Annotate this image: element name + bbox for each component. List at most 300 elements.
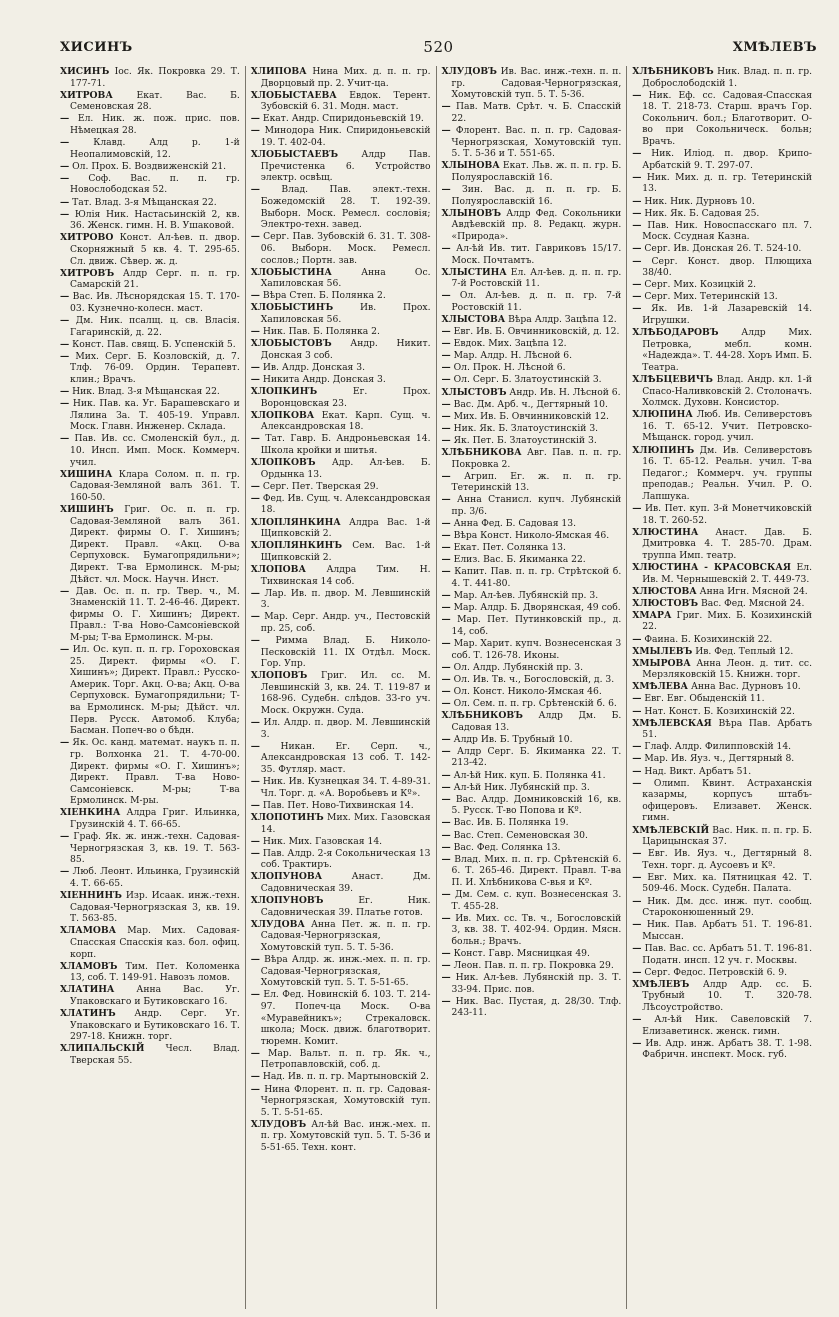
entry-details: Алдра Вас. 1-й Щипковскій 2. <box>260 516 431 540</box>
entry-surname: — <box>60 831 70 843</box>
entry-details: Вас. Фед. Солянка 13. <box>453 841 561 853</box>
entry-details: Анна Фед. Б. Садовая 13. <box>453 518 577 530</box>
entry-surname: — <box>632 148 642 160</box>
directory-entry <box>442 698 622 710</box>
directory-entry <box>632 646 812 658</box>
entry-details: Андр. Серг. Уг. Упаковскаго и Бутиковскаго 16. Т. 297-18. Книжн. торг. <box>70 1008 240 1043</box>
directory-entry <box>60 161 240 173</box>
entry-details: Анна Леон. д. тит. сс. Мерзляковскій 15. Книжн. торг. <box>642 657 812 681</box>
entry-surname: — <box>632 705 642 717</box>
entry-details: Ив. Алдр. Донская 3. <box>262 361 366 373</box>
entry-surname: — <box>441 410 451 422</box>
entry-surname: ХЛѢБНИКОВЪ <box>441 710 523 722</box>
directory-entry <box>251 149 431 184</box>
entry-surname: — <box>441 350 451 362</box>
entry-surname: — <box>632 219 642 231</box>
entry-surname: — <box>632 848 642 860</box>
entry-surname: ХЛАМОВЪ <box>60 960 118 972</box>
entry-details: Ник. Ник. Дурновъ 10. <box>644 195 755 207</box>
directory-entry <box>632 943 812 966</box>
directory-entry <box>442 184 622 207</box>
entry-details: Ив. Фед. Теплый 12. <box>695 645 794 657</box>
entry-details: Серг. Федос. Петровскій 6. 9. <box>644 966 788 978</box>
entry-surname: — <box>441 793 451 805</box>
entry-surname: — <box>441 590 451 602</box>
directory-entry <box>442 662 622 674</box>
directory-entry <box>251 125 431 148</box>
entry-surname: — <box>250 717 260 729</box>
entry-details: Чесл. Влад. Тверская 55. <box>70 1043 240 1066</box>
directory-entry <box>632 220 812 243</box>
directory-entry <box>442 602 622 614</box>
entry-details: Ол. Сем. п. п. гр. Срѣтенскій б. 6. <box>453 697 617 709</box>
entry-surname: ХИШИНА <box>60 468 113 480</box>
entry-surname: — <box>632 765 642 777</box>
entry-surname: — <box>441 638 451 649</box>
directory-entry <box>632 706 812 718</box>
directory-entry <box>442 387 622 399</box>
entry-details: Анна Станисл. купч. Лубянскій пр. 3/6. <box>451 494 622 517</box>
entry-details: Влад. Пав. элект.-техн. Божедомскій 28. Т. 192-39. Выборн. Моск. Ремесл. сословія; Электро-техн. завед. <box>260 184 431 231</box>
entry-details: Зин. Вас. д. п. п. гр. Б. Полуярославскій 16. <box>451 183 622 207</box>
directory-entry <box>60 137 240 160</box>
entry-details: Ег. Ник. Садовническая 39. Платье готов. <box>260 895 431 918</box>
entry-details: Вѣра Алдр. ж. инж.-мех. п. п. гр. Садовая-Черногрязская, Хомутовскій туп. 5. Т. 5-51-65. <box>260 954 431 989</box>
directory-entry <box>251 302 431 325</box>
directory-entry <box>632 256 812 279</box>
entry-details: Влад. Мих. п. п. гр. Срѣтенскій 6. 6. Т. 265-46. Директ. Правл. Т-ва П. И. Хлѣбникова С-вья и Кº. <box>451 853 622 888</box>
entry-details: Ол. Алдр. Лубянскій пр. 3. <box>453 661 583 673</box>
entry-details: Мар. Алдр. Н. Лѣсной 6. <box>453 350 573 362</box>
entry-surname: — <box>60 172 70 184</box>
directory-entry <box>251 457 431 480</box>
directory-entry <box>60 984 240 1007</box>
entry-details: Алдра Тим. Н. Тихвинская 14 соб. <box>260 563 431 587</box>
entry-surname: — <box>250 1083 260 1095</box>
entry-details: Серг. Ив. Донская 26. Т. 524-10. <box>644 243 802 255</box>
directory-entry <box>60 315 240 338</box>
entry-details: Алдр Мих. Петровка, мебл. комн. «Надежда». Т. 44-28. Хоръ Имп. Б. Театра. <box>642 327 812 373</box>
directory-entry <box>251 1048 431 1071</box>
entry-details: Алдр Ив. Б. Трубный 10. <box>453 733 573 745</box>
entry-details: Серг. Мих. Тетеринскій 13. <box>644 291 778 303</box>
entry-details: Ник. Еф. сс. Садовая-Спасская 18. Т. 218-73. Старш. врачъ Гор. Сокольнич. бол.; Благотворит. О-во при Сокольническ. больн; Врачъ. <box>642 89 812 148</box>
directory-entry <box>251 812 431 835</box>
entry-surname: ХЛОПУНОВА <box>250 871 323 883</box>
entry-details: Вас. Дм. Арб. ч., Дегтярный 10. <box>453 398 608 410</box>
directory-entry <box>442 566 622 589</box>
directory-entry <box>632 658 812 681</box>
directory-entry <box>632 778 812 824</box>
directory-entry <box>60 890 240 925</box>
entry-surname: — <box>441 673 451 685</box>
entry-surname: — <box>441 947 451 959</box>
entry-details: Ив. Адр. инж. Арбатъ 38. Т. 1-98. Фабричн. инспект. Моск. губ. <box>642 1037 812 1061</box>
entry-surname: ХЛИПАЛЬСКІЙ <box>60 1043 145 1055</box>
entry-surname: — <box>441 242 451 254</box>
entry-surname: — <box>441 841 451 853</box>
entry-details: Вѣра Степ. Б. Полянка 2. <box>262 290 386 302</box>
entry-details: Григ. Ил. сс. М. Левшинскій 3, кв. 24. Т. 119-87 и 168-96. Судебн. слѣдов. 33-го уч. Моск. Окружн. Суда. <box>260 670 431 717</box>
entry-surname: — <box>250 835 260 847</box>
directory-entry <box>632 303 812 326</box>
directory-entry <box>442 770 622 782</box>
entry-surname: — <box>441 434 451 446</box>
entry-surname: ХИСИНЪ <box>60 66 110 77</box>
entry-surname: ХЛЮПИНЪ <box>632 444 695 456</box>
directory-entry <box>442 830 622 842</box>
entry-surname: — <box>441 661 451 673</box>
directory-entry <box>632 753 812 765</box>
directory-entry <box>442 614 622 637</box>
entry-details: Фаина. Б. Козихинскій 22. <box>644 633 773 645</box>
directory-entry <box>60 351 240 386</box>
entry-surname: ХЛОБЫСТИНА <box>250 266 332 278</box>
directory-entry <box>632 172 812 195</box>
entry-details: Ник. Ал-ѣев. Лубянскій пр. 3. Т. 33-94. Прис. пов. <box>451 972 622 995</box>
entry-surname: — <box>441 542 451 554</box>
entry-surname: — <box>250 231 260 243</box>
directory-entry <box>632 148 812 171</box>
directory-entry <box>442 160 622 183</box>
directory-entry <box>632 90 812 148</box>
entry-surname: — <box>250 1071 260 1083</box>
directory-entry <box>60 291 240 314</box>
entry-details: Евдок. Терент. Зубовскій 6. 31. Модн. маст. <box>260 89 431 113</box>
entry-details: Ив. Прох. Хапиловская 56. <box>260 302 431 325</box>
entry-surname: — <box>632 966 642 978</box>
entry-surname: — <box>60 137 70 149</box>
directory-entry <box>60 398 240 433</box>
entry-surname: ХЛАТИНА <box>60 984 115 996</box>
entry-details: Ник. Пав. Б. Полянка 2. <box>262 326 380 338</box>
entry-surname: — <box>60 350 70 362</box>
directory-entry <box>60 469 240 504</box>
entry-surname: — <box>441 614 451 626</box>
entry-surname: — <box>632 303 642 315</box>
entry-details: Леон. Пав. п. п. гр. Покровка 29. <box>453 960 614 972</box>
entry-surname: ХІЕНКИНА <box>60 807 121 819</box>
directory-entry <box>251 113 431 125</box>
entry-surname: — <box>441 697 451 709</box>
directory-entry <box>251 800 431 812</box>
entry-surname: — <box>60 386 70 398</box>
entry-surname: — <box>60 866 70 878</box>
entry-surname: ХЛИПОВА <box>250 66 307 77</box>
entry-details: Ел. Ник. ж. пож. прис. пов. Нѣмецкая 28. <box>70 113 240 136</box>
entry-surname: ХМѢЛЕВА <box>632 681 689 693</box>
directory-entry <box>632 279 812 291</box>
directory-entry <box>442 423 622 435</box>
directory-entry <box>251 717 431 740</box>
entry-details: Екат. Вас. Б. Семеновская 28. <box>70 89 240 113</box>
entry-details: Мар. Ал-ѣев. Лубянскій пр. 3. <box>453 590 599 602</box>
entry-surname: — <box>250 740 260 752</box>
entry-details: Фед. Ив. Сущ. ч. Александровская 18. <box>260 492 431 516</box>
entry-surname: ХМАРА <box>632 609 672 621</box>
entry-surname: ХЛЫНОВА <box>441 160 500 172</box>
entry-details: Ол. Ал-ѣев. д. п. п. гр. 7-й Ростовскій 11. <box>451 290 622 313</box>
entry-surname: — <box>250 847 260 859</box>
entry-details: Авг. Пав. п. п. гр. Покровка 2. <box>451 447 622 470</box>
entry-surname: ХЛѢБОДАРОВЪ <box>632 327 719 339</box>
directory-entry <box>632 1038 812 1061</box>
entry-details: Сем. Вас. 1-й Щипковскій 2. <box>260 540 431 563</box>
directory-entry <box>60 113 240 136</box>
entry-surname: — <box>441 494 451 506</box>
entry-details: Ол. Ив. Тв. ч., Богословскій, д. 3. <box>453 673 615 685</box>
directory-entry <box>442 101 622 124</box>
entry-surname: — <box>632 895 642 907</box>
entry-surname: ХЛУДОВЪ <box>441 66 497 77</box>
entry-details: Пав. Пет. Ново-Тихвинская 14. <box>262 799 414 811</box>
entry-surname: — <box>60 113 70 125</box>
entry-surname: — <box>250 587 260 599</box>
entry-details: Глаф. Алдр. Филипповскій 14. <box>644 741 792 753</box>
directory-entry <box>251 588 431 611</box>
directory-entry <box>632 445 812 503</box>
entry-details: Ел. Ив. М. Чернышевскій 2. Т. 449-73. <box>642 561 813 585</box>
entry-details: Вас. Ив. Б. Полянка 19. <box>453 817 569 829</box>
entry-surname: — <box>441 374 451 386</box>
header-right-catchword: ХМѢЛЕВЪ <box>732 40 817 55</box>
entry-surname: ХЛОПОТИНЪ <box>250 811 324 823</box>
entry-surname: — <box>441 470 451 482</box>
directory-entry <box>442 494 622 517</box>
directory-entry <box>442 362 622 374</box>
entry-surname: — <box>441 554 451 566</box>
directory-entry <box>632 967 812 979</box>
entry-details: Анна Вас. Дурновъ 10. <box>690 681 801 693</box>
entry-surname: — <box>632 255 642 267</box>
entry-details: Андр. Никит. Донская 3 соб. <box>260 338 431 361</box>
directory-entry <box>251 374 431 386</box>
entry-surname: — <box>632 279 642 291</box>
directory-entry <box>442 208 622 243</box>
directory-entry <box>442 889 622 912</box>
entry-details: Ник. Пав. ка. Уг. Барашевскаго и Лялина За. Т. 405-19. Управл. Моск. Главн. Инженер. Склада. <box>70 398 240 433</box>
entry-details: Екат. Карп. Сущ. ч. Александровская 18. <box>260 409 431 433</box>
entry-details: Ив. Пет. куп. 3-й Монетчиковскій 18. Т. 260-52. <box>642 502 812 526</box>
directory-entry <box>632 527 812 562</box>
directory-entry <box>60 209 240 232</box>
entry-surname: — <box>60 208 70 220</box>
entry-details: Олимп. Квинт. Астраханскія казармы, корпусъ штабъ-офицеровъ. Елизавет. Женск. гимн. <box>642 777 812 824</box>
entry-surname: ХЛЫСТОВЪ <box>441 386 507 398</box>
directory-entry <box>251 848 431 871</box>
entry-surname: — <box>60 398 70 410</box>
directory-entry <box>632 872 812 895</box>
entry-surname: ХЛУДОВА <box>250 918 305 930</box>
directory-entry <box>632 825 812 848</box>
entry-surname: — <box>441 326 451 338</box>
entry-surname: — <box>441 912 451 924</box>
entry-details: Екат. Андр. Спиридоньевскій 19. <box>262 113 424 125</box>
directory-entry <box>442 842 622 854</box>
entry-details: Пав. Алдр. 2-я Сокольническая 13 соб. Трактиръ. <box>260 847 431 871</box>
entry-details: Клара Солом. п. п. гр. Садовая-Земляной валъ 361. Т. 160-50. <box>70 468 240 503</box>
entry-details: Тат. Влад. 3-я Мѣщанская 22. <box>72 196 217 208</box>
entry-surname: ХМѢЛЕВСКАЯ <box>632 717 712 729</box>
entry-surname: — <box>60 737 70 749</box>
entry-details: Мар. Мих. Садовая-Спасская Спасскія каз. бол. офиц. корп. <box>70 925 240 960</box>
directory-entry <box>632 979 812 1014</box>
entry-surname: — <box>632 919 642 931</box>
entry-surname: ХЛУДОВЪ <box>250 1118 307 1130</box>
entry-surname: ХЛЫСТОВА <box>441 313 506 325</box>
entry-surname: ХЛѢБНИКОВЪ <box>632 66 714 77</box>
entry-surname: ХЛЮСТОВЪ <box>632 597 699 609</box>
entry-details: Вѣра Пав. Арбатъ 51. <box>642 717 812 741</box>
entry-surname: — <box>250 611 260 623</box>
entry-details: Григ. Ос. п. п. гр. Садовая-Земляной валъ 361. Директ. фирмы О. Г. Хишинъ; Директ. Правл. «Акц. О-ва Серпуховск. Бумагопрядильни»; Директ. Т-ва Ермолинск. М-ры; Дѣйст. чл. Моск. Научн. Инст. <box>70 503 240 585</box>
entry-details: Вас. Алдр. Домниковскій 16, кв. 5. Русск. Т-во Попова и Кº. <box>451 793 622 817</box>
entry-details: Анна Вас. Уг. Упаковскаго и Бутиковскаго 16. <box>70 984 240 1007</box>
entry-surname: — <box>60 338 70 350</box>
entry-surname: — <box>441 888 451 900</box>
entry-details: Ал-ѣй Ник. куп. Б. Полянка 41. <box>453 769 606 781</box>
directory-entry <box>251 267 431 290</box>
entry-details: Адр. Ал-ѣев. Б. Ордынка 13. <box>260 457 431 480</box>
entry-details: Изр. Исаак. инж.-техн. Садовая-Черногрязская 3, кв. 19. Т. 563-85. <box>70 890 240 925</box>
entry-surname: — <box>441 853 451 865</box>
entry-surname: ХЛОБЫСТАЕВЪ <box>250 149 339 161</box>
entry-surname: — <box>632 633 642 645</box>
entry-details: Клавд. Алд р. 1-й Неопалимовскій, 12. <box>70 137 240 160</box>
entry-surname: ХЛОПЛЯНКИНЪ <box>250 540 343 552</box>
directory-entry <box>60 232 240 267</box>
directory-entry <box>251 184 431 230</box>
entry-surname: — <box>441 769 451 781</box>
entry-details: Мих. Ив. Б. Овчинниковскій 12. <box>453 410 609 422</box>
directory-entry <box>632 291 812 303</box>
directory-entry <box>442 350 622 362</box>
directory-entry <box>60 386 240 398</box>
column-3 <box>436 66 627 1309</box>
page-header <box>60 40 817 62</box>
directory-entry <box>442 374 622 386</box>
entry-details: Евг. Мих. ка. Пятницкая 42. Т. 509-46. Моск. Судебн. Палата. <box>642 871 813 895</box>
directory-entry <box>251 231 431 266</box>
directory-entry <box>251 919 431 954</box>
entry-details: Мар. Серг. Андр. уч., Пестовскій пр. 25, соб. <box>260 611 431 634</box>
entry-details: Римма Влад. Б. Николо-Песковскій 11. IX Отдѣл. Моск. Гор. Упр. <box>260 635 431 670</box>
entry-surname: — <box>632 1014 642 1025</box>
entry-surname: — <box>250 799 260 811</box>
entry-surname: — <box>632 243 642 255</box>
entry-details: Ал-ѣй Вас. инж.-мех. п. п. гр. Хомутовскій туп. 5. Т. 5-36 и 5-51-65. Техн. конт. <box>260 1118 431 1154</box>
entry-surname: — <box>441 817 451 829</box>
directory-entry <box>442 960 622 972</box>
entry-surname: — <box>60 160 70 172</box>
entry-details: Соф. Вас. п. п. гр. Новослободская 52. <box>70 172 240 196</box>
entry-surname: — <box>441 362 451 374</box>
entry-surname: — <box>632 753 642 765</box>
entry-details: Минодора Ник. Спиридоньевскій 19. Т. 402-04. <box>260 125 431 149</box>
entry-details: Григ. Мих. Б. Козихинскій 22. <box>642 609 813 633</box>
directory-entry <box>251 66 431 89</box>
directory-entry <box>251 635 431 670</box>
entry-details: Мар. Ив. Яуз. ч., Дегтярный 8. <box>644 753 795 765</box>
directory-entry <box>442 290 622 313</box>
entry-details: Ел. Фед. Новинскій б. 103. Т. 214-97. Попеч-ца Моск. О-ва «Муравейникъ»; Стрекаловск. школа; Моск. движ. благотворит. тюремн. Комит. <box>260 989 431 1047</box>
entry-details: Як. Пет. Б. Златоустинскій 3. <box>453 434 597 446</box>
directory-entry <box>60 197 240 209</box>
entry-details: Ол. Прок. Н. Лѣсной 6. <box>453 362 566 374</box>
entry-details: Серг. Мих. Козицкій 2. <box>644 279 757 291</box>
entry-details: Мар. Вальт. п. п. гр. Як. ч., Петропавловскій, соб. д. <box>260 1047 431 1071</box>
entry-details: Вѣра Алдр. Зацѣпа 12. <box>508 313 617 325</box>
entry-surname: ХЛОПОВА <box>250 563 306 575</box>
directory-entry <box>632 327 812 373</box>
directory-entry <box>632 409 812 444</box>
directory-entry <box>60 1043 240 1066</box>
entry-surname: — <box>632 693 642 705</box>
page-number: 520 <box>423 38 454 56</box>
directory-entry <box>442 686 622 698</box>
directory-entry <box>251 895 431 918</box>
entry-details: Конст. Ал-ѣев. п. двор. Скорняжный 5 кв. 4. Т. 295-65. Сл. движ. Сѣвер. ж. д. <box>70 232 240 267</box>
entry-details: Ник. Як. Б. Златоустинскій 3. <box>453 422 599 434</box>
directory-entry <box>60 644 240 737</box>
directory-entry <box>60 66 240 89</box>
entry-details: Ал-ѣй Ник. Лубянскій пр. 3. <box>453 781 590 793</box>
directory-entry <box>632 919 812 942</box>
entry-surname: ХЛОПОВЪ <box>250 670 308 682</box>
directory-entry <box>60 268 240 291</box>
entry-details: Як. Ос. канд. математ. наукъ п. п. гр. Волхонка 21. Т. 4-70-00. Директ. фирмы «О. Г. Хишинъ»; Директ. Правл. Т-ва Ново-Самсоніевск. М-ры; Т-ва Ермолинск. М-ры. <box>70 737 240 807</box>
entry-surname: — <box>60 644 70 656</box>
directory-entry <box>442 710 622 733</box>
entry-surname: ХЛЮСТОВА <box>632 585 697 597</box>
entry-details: Анна Игн. Мясной 24. <box>699 585 808 597</box>
directory-entry <box>60 831 240 866</box>
entry-details: Вѣра Конст. Николо-Ямская 46. <box>453 530 610 542</box>
entry-details: Алдр Фед. Сокольники Авдѣевскій пр. 8. Редакц. журн. «Природа». <box>451 207 622 242</box>
entry-details: Нина Мих. д. п. п. гр. Дворцовый пр. 2. Учит-ца. <box>260 66 431 89</box>
entry-details: Евдок. Мих. Зацѣпа 12. <box>453 338 567 350</box>
directory-entry <box>632 243 812 255</box>
entry-details: Пав. Матв. Срѣт. ч. Б. Спасскій 22. <box>451 101 622 124</box>
directory-entry <box>632 562 812 585</box>
directory-entry <box>442 66 622 101</box>
entry-details: Ник. Дм. дсс. инж. пут. сообщ. Староконюшенный 29. <box>642 895 812 919</box>
entry-details: Дм. Сем. с. куп. Вознесенская 3. Т. 455-28. <box>451 888 622 912</box>
directory-entry <box>442 411 622 423</box>
directory-entry <box>60 925 240 960</box>
directory-entry <box>442 530 622 542</box>
directory-entry <box>251 871 431 894</box>
entry-surname: — <box>632 195 642 207</box>
entry-surname: — <box>60 196 70 208</box>
directory-entry <box>60 866 240 889</box>
directory-entry <box>251 493 431 516</box>
directory-entry <box>251 386 431 409</box>
entry-surname: — <box>632 942 642 954</box>
directory-entry <box>442 125 622 160</box>
entry-details: Дав. Ос. п. п. гр. Твер. ч., М. Знаменскій 11. Т. 2-46-46. Директ. фирмы О. Г. Хишинъ; Директ. Правл.: Т-ва Ново-Самсоніевской М-ры; Т-ва Ермолинск. М-ры. <box>70 585 240 643</box>
entry-surname: — <box>441 733 451 745</box>
entry-details: Мар. Пет. Путинковскій пр., д. 14, соб. <box>451 614 622 637</box>
directory-entry <box>251 564 431 587</box>
entry-surname: ХЛАМОВА <box>60 925 117 937</box>
entry-surname: — <box>632 871 642 883</box>
entry-surname: — <box>60 314 70 326</box>
directory-entry <box>632 66 812 89</box>
entry-surname: ХЛОБЫСТАЕВА <box>250 89 337 101</box>
entry-surname: ХИШИНЪ <box>60 503 114 515</box>
entry-details: Серг. Конст. двор. Плющиха 38/40. <box>642 255 813 279</box>
